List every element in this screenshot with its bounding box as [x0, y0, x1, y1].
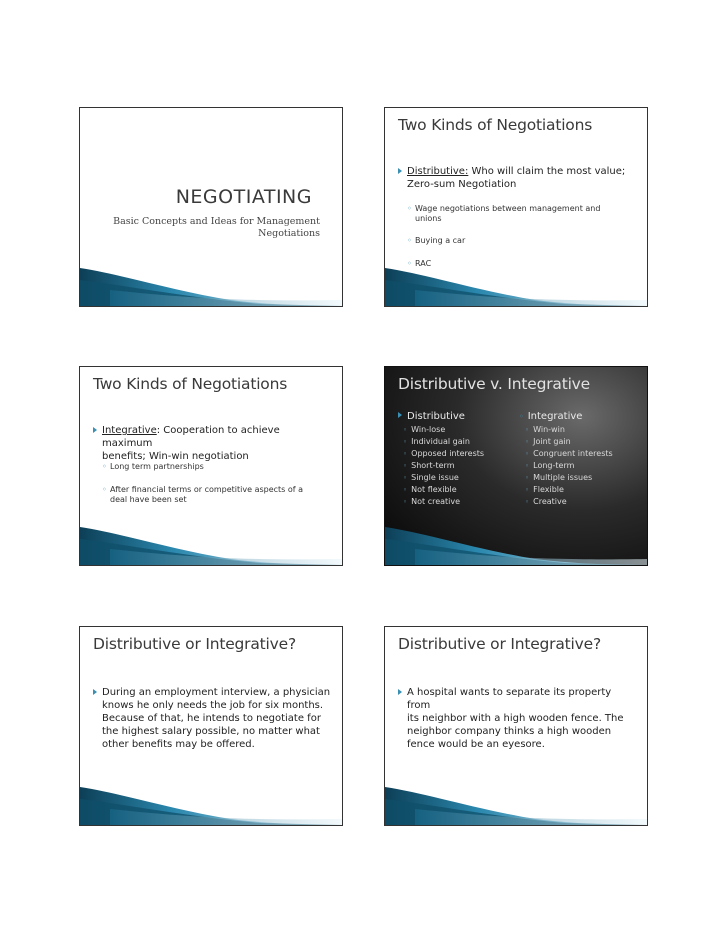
- list-item: ◦ Wage negotiations between management and unions: [407, 204, 601, 223]
- bullet-text-line1: Who will claim the most value;: [468, 166, 626, 177]
- bullet-scenario: During an employment interview, a physician knows he only needs the job for six months. Because of that, he intends to negotiate for the highest salary possible, no matter what other benefits may be offered.: [93, 686, 332, 751]
- slide-title-heading: NEGOTIATING: [175, 186, 312, 208]
- slide-subtitle-line1: Basic Concepts and Ideas for Management: [113, 216, 320, 227]
- list-item: ◦ Congruent interests: [525, 449, 613, 458]
- slide-swoosh-decoration: [80, 779, 342, 825]
- slide-heading: Distributive v. Integrative: [398, 375, 590, 393]
- list-item: ◦ Individual gain: [403, 437, 470, 446]
- slide-heading: Two Kinds of Negotiations: [93, 375, 288, 393]
- bullet-arrow-icon: [398, 412, 402, 418]
- list-item: ◦ Short-term: [403, 461, 455, 470]
- list-item: ◦ Not creative: [403, 497, 461, 506]
- ring-bullet-icon: ◦: [102, 485, 107, 494]
- ring-bullet-icon: ◦: [407, 204, 412, 213]
- list-item: ◦ Opposed interests: [403, 449, 485, 458]
- bullet-text-line2: benefits; Win-win negotiation: [102, 451, 249, 462]
- list-item: ◦ Joint gain: [525, 437, 571, 446]
- list-item: ◦ Win-win: [525, 425, 565, 434]
- list-item: ◦ Win-lose: [403, 425, 446, 434]
- slide-integrative: [79, 366, 343, 566]
- bullet-term: Integrative: [102, 425, 157, 436]
- slide-swoosh-decoration: [385, 260, 647, 306]
- ring-bullet-icon: ◦: [102, 462, 107, 471]
- bullet-integrative: [93, 424, 332, 463]
- slide-scenario-physician: [79, 626, 343, 826]
- bullet-arrow-icon: [398, 689, 402, 695]
- bullet-arrow-icon: [93, 427, 97, 433]
- list-item: ◦ Single issue: [403, 473, 459, 482]
- bullet-term: Distributive:: [407, 166, 469, 177]
- list-item: ◦ Flexible: [525, 485, 564, 494]
- list-item: ◦ Long-term: [525, 461, 575, 470]
- list-item: ◦ Long term partnerships: [102, 462, 204, 471]
- list-item: ◦ RAC: [407, 259, 432, 268]
- slide-heading: Distributive or Integrative?: [398, 635, 601, 653]
- slide-comparison: [384, 366, 648, 566]
- list-item: ◦ Buying a car: [407, 236, 466, 245]
- bullet-arrow-icon: [93, 689, 97, 695]
- slide-swoosh-decoration: [385, 779, 647, 825]
- list-item: ◦ Not flexible: [403, 485, 457, 494]
- slide-subtitle-line2: Negotiations: [258, 228, 320, 239]
- bullet-text-line2: Zero-sum Negotiation: [407, 179, 517, 190]
- list-item: ◦ Multiple issues: [525, 473, 593, 482]
- slide-title: [79, 107, 343, 307]
- slide-heading: Distributive or Integrative?: [93, 635, 296, 653]
- slide-swoosh-decoration: [385, 519, 647, 565]
- bullet-distributive: [398, 165, 637, 191]
- slide-heading: Two Kinds of Negotiations: [398, 116, 593, 134]
- slide-swoosh-decoration: [80, 519, 342, 565]
- slide-distributive: [384, 107, 648, 307]
- slide-scenario-hospital: [384, 626, 648, 826]
- ring-bullet-icon: ◦: [407, 236, 412, 245]
- column-head-distributive: Distributive: [398, 411, 465, 422]
- bullet-scenario: A hospital wants to separate its property from its neighbor with a high wooden fence. The neighbor company thinks a high wooden fence would be an eyesore.: [398, 686, 637, 751]
- bullet-text-line1: : Cooperation to achieve maximum: [102, 425, 280, 449]
- ring-bullet-icon: ◦: [519, 412, 524, 421]
- column-head-integrative: ◦ Integrative: [519, 411, 583, 422]
- bullet-arrow-icon: [398, 168, 402, 174]
- list-item: ◦ After financial terms or competitive aspects of a deal have been set: [102, 485, 304, 504]
- ring-bullet-icon: ◦: [407, 259, 412, 268]
- list-item: ◦ Creative: [525, 497, 567, 506]
- slide-swoosh-decoration: [80, 260, 342, 306]
